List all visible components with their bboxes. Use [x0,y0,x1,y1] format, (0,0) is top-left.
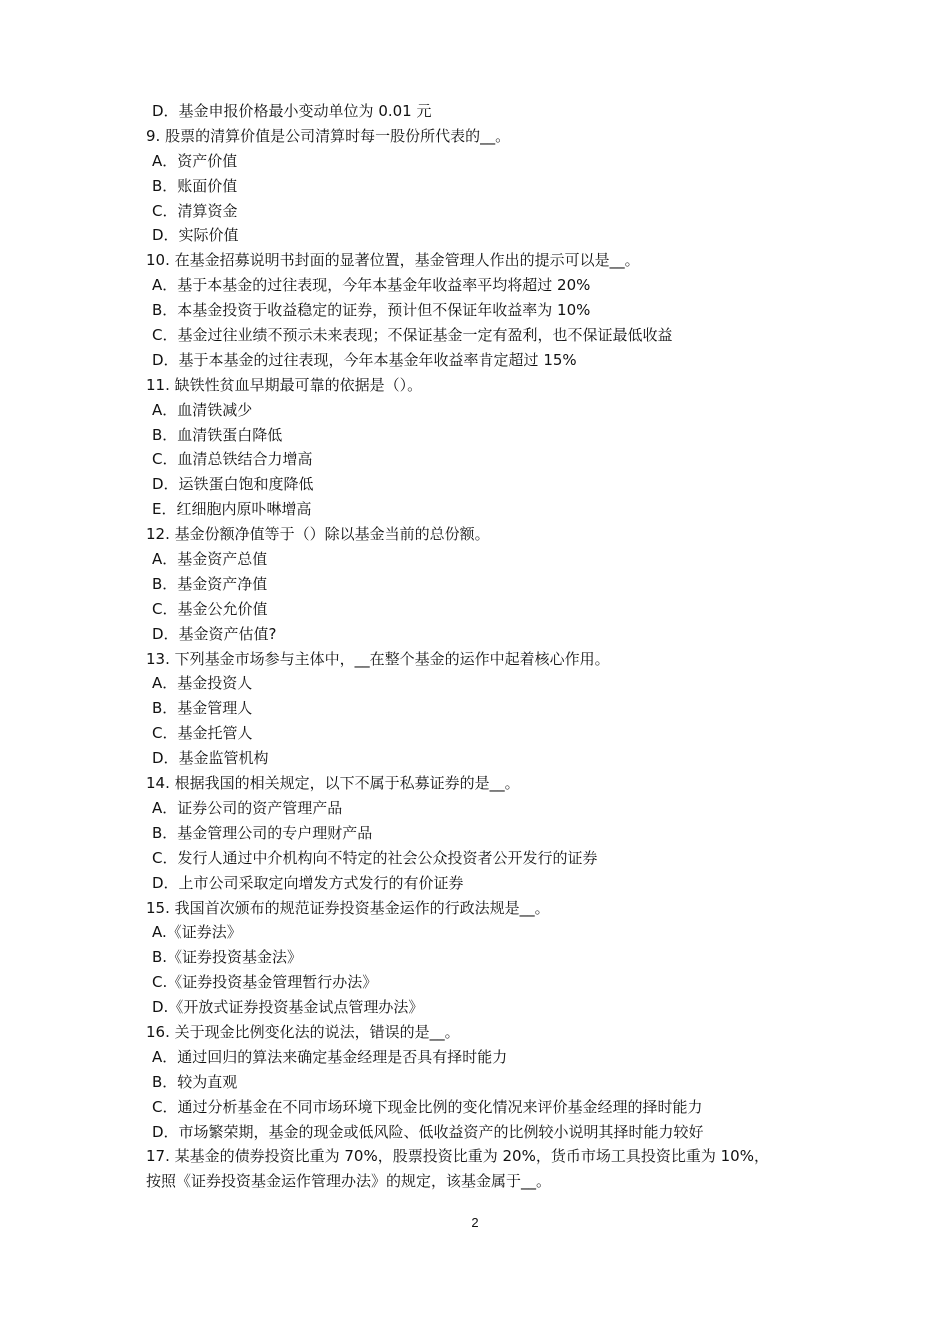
answer-option: A．通过回归的算法来确定基金经理是否具有择时能力 [152,1047,508,1066]
answer-option: A．基金投资人 [152,674,253,693]
answer-option: D．基金资产估值? [152,624,277,643]
answer-option: B．基金管理人 [152,699,253,718]
answer-option: D．运铁蛋白饱和度降低 [152,475,314,494]
answer-option: A．资产价值 [152,151,238,170]
answer-option: B.《证券投资基金法》 [152,948,303,967]
page-number: 2 [471,1215,479,1230]
answer-option: B．账面价值 [152,176,238,195]
answer-option: A．证券公司的资产管理产品 [152,798,343,817]
answer-option: C.《证券投资基金管理暂行办法》 [152,973,378,992]
answer-option: B．基金管理公司的专户理财产品 [152,823,373,842]
answer-option: D．基于本基金的过往表现，今年本基金年收益率肯定超过 15% [152,350,577,369]
answer-option: B．血清铁蛋白降低 [152,425,283,444]
answer-option: D．上市公司采取定向增发方式发行的有价证券 [152,873,464,892]
answer-option: A．基于本基金的过往表现，今年本基金年收益率平均将超过 20% [152,276,591,295]
question-text: 11. 缺铁性贫血早期最可靠的依据是（）。 [146,375,423,394]
document-body [0,99,950,1194]
answer-option: D．基金监管机构 [152,749,269,768]
answer-option: A.《证券法》 [152,923,242,942]
answer-option: D．基金申报价格最小变动单位为 0.01 元 [152,102,432,120]
answer-option: D．市场繁荣期，基金的现金或低风险、低收益资产的比例较小说明其择时能力较好 [152,1122,704,1141]
answer-option: A．血清铁减少 [152,400,253,419]
answer-option: C．发行人通过中介机构向不特定的社会公众投资者公开发行的证券 [152,848,598,867]
answer-option: C．基金托管人 [152,724,253,743]
question-text: 16. 关于现金比例变化法的说法，错误的是__。 [146,1022,460,1041]
answer-option: B．基金资产净值 [152,574,268,593]
question-text: 17. 某基金的债券投资比重为 70%，股票投资比重为 20%，货币市场工具投资比重为 10%， [146,1147,769,1166]
question-text: 15. 我国首次颁布的规范证券投资基金运作的行政法规是__。 [146,898,550,917]
question-text: 13. 下列基金市场参与主体中，__在整个基金的运作中起着核心作用。 [146,649,610,668]
answer-option: C．基金公允价值 [152,599,268,618]
question-text: 14. 根据我国的相关规定，以下不属于私募证券的是__。 [146,774,520,793]
answer-option: A．基金资产总值 [152,550,268,569]
answer-option: D．实际价值 [152,226,239,245]
question-text: 9. 股票的清算价值是公司清算时每一股份所代表的__。 [146,126,511,145]
answer-option: D.《开放式证券投资基金试点管理办法》 [152,998,424,1017]
question-text: 按照《证券投资基金运作管理办法》的规定，该基金属于__。 [146,1172,552,1191]
question-text: 10. 在基金招募说明书封面的显著位置，基金管理人作出的提示可以是__。 [146,251,640,270]
answer-option: B．较为直观 [152,1072,238,1091]
answer-option: B．本基金投资于收益稳定的证券，预计但不保证年收益率为 10% [152,301,591,320]
answer-option: C．通过分析基金在不同市场环境下现金比例的变化情况来评价基金经理的择时能力 [152,1097,703,1116]
answer-option: C．基金过往业绩不预示未来表现；不保证基金一定有盈利，也不保证最低收益 [152,326,673,345]
answer-option: C．清算资金 [152,201,238,220]
answer-option: C．血清总铁结合力增高 [152,450,313,469]
answer-option: E．红细胞内原卟啉增高 [152,500,312,519]
question-text: 12. 基金份额净值等于（）除以基金当前的总份额。 [146,525,490,544]
